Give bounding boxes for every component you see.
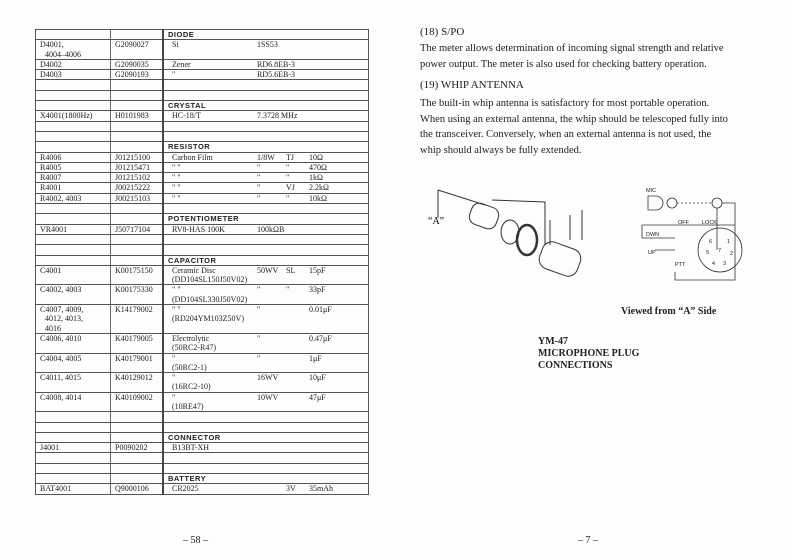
- blank-row: [36, 245, 369, 255]
- blank-cell: [36, 131, 111, 141]
- blank-cell: [163, 131, 369, 141]
- page-number-right: – 7 –: [578, 535, 598, 546]
- blank-cell: [36, 412, 111, 422]
- part-number-cell: K00175330: [111, 285, 164, 305]
- spec-cell: [163, 373, 369, 393]
- spacer: [168, 163, 364, 172]
- spacer: [168, 183, 364, 192]
- section-header-row: [36, 432, 369, 442]
- value: 2.2kΩ: [309, 183, 329, 193]
- section-title: RESISTOR: [163, 142, 369, 152]
- description: HC-18/T: [172, 111, 201, 121]
- ref-cell: [36, 474, 111, 484]
- ref-cell: [36, 142, 111, 152]
- section-header-row: [36, 101, 369, 111]
- ref-line: R4006: [40, 152, 62, 162]
- spec-cell: [163, 111, 369, 121]
- section-title: POTENTIOMETER: [163, 214, 369, 224]
- ref-line: R4001: [40, 183, 62, 193]
- blank-cell: [163, 121, 369, 131]
- ref-cell: [36, 30, 111, 40]
- type: TJ: [286, 152, 294, 162]
- description: " ": [172, 183, 181, 193]
- label-dwn: DWN: [646, 232, 660, 238]
- spec-cell: [163, 392, 369, 412]
- description: CR2025: [172, 484, 199, 494]
- description: RV8-HAS 100K: [172, 224, 225, 234]
- description: Electrolytic: [172, 333, 210, 343]
- blank-cell: [111, 422, 164, 432]
- section-title: CRYSTAL: [163, 101, 369, 111]
- ref-cell: [36, 162, 111, 172]
- description: Ceramic Disc: [172, 265, 216, 275]
- blank-cell: [111, 131, 164, 141]
- blank-cell: [36, 80, 111, 90]
- blank-row: [36, 80, 369, 90]
- blank-cell: [36, 463, 111, 473]
- description: " ": [172, 173, 181, 183]
- value: 15pF: [309, 265, 326, 275]
- spec-cell: [163, 173, 369, 183]
- text-line: whip should always be fully extended.: [420, 144, 582, 156]
- rating: 16WV: [257, 373, 279, 383]
- section-header-row: [36, 30, 369, 40]
- spec-cell: [163, 70, 369, 80]
- label-mic: MIC: [646, 188, 657, 194]
- blank-cell: [163, 245, 369, 255]
- blank-cell: [163, 90, 369, 100]
- rating: RD5.6EB-3: [257, 70, 295, 80]
- pin-1: 1: [727, 239, 731, 245]
- table-row: [36, 173, 369, 183]
- blank-row: [36, 453, 369, 463]
- section-header-row: [36, 142, 369, 152]
- pin-7: 7: [718, 248, 722, 254]
- spec-cell: [163, 265, 369, 285]
- section-title: BATTERY: [163, 474, 369, 484]
- value: 0.01μF: [309, 305, 332, 315]
- ref-cell: [36, 265, 111, 285]
- wiring-schematic: [642, 196, 742, 280]
- blank-cell: [36, 90, 111, 100]
- blank-cell: [36, 121, 111, 131]
- table-row: [36, 265, 369, 285]
- table-row: [36, 373, 369, 393]
- spacer: [168, 354, 364, 363]
- value: 47μF: [309, 392, 326, 402]
- rating: ": [257, 305, 261, 315]
- ref-line: BAT4001: [40, 484, 72, 494]
- model-note: (RD204YM103Z50V): [172, 314, 244, 324]
- blank-row: [36, 204, 369, 214]
- ref-line: 4004–4006: [45, 49, 81, 59]
- blank-row: [36, 131, 369, 141]
- section-18-text: [420, 41, 760, 72]
- value: 10μF: [309, 373, 326, 383]
- part-number-cell: K14179002: [111, 305, 164, 334]
- blank-cell: [36, 234, 111, 244]
- part-number-cell: G2090193: [111, 70, 164, 80]
- ref-cell: [36, 152, 111, 162]
- section-18-title: (18) S/PO: [420, 26, 465, 38]
- table-row: [36, 305, 369, 334]
- rating: ": [257, 162, 261, 172]
- ref-line: C4002, 4003: [40, 285, 82, 295]
- rating: RD6.8EB-3: [257, 59, 295, 69]
- value: 10kΩ: [309, 193, 327, 203]
- value: 0.47μF: [309, 333, 332, 343]
- ref-cell: [36, 443, 111, 453]
- table-row: [36, 224, 369, 234]
- blank-cell: [111, 121, 164, 131]
- blank-cell: [163, 80, 369, 90]
- plug-exploded-view: [438, 190, 584, 279]
- blank-cell: [111, 245, 164, 255]
- table-row: [36, 285, 369, 305]
- ref-line: R4005: [40, 162, 62, 172]
- ref-line: VR4001: [40, 224, 68, 234]
- table-row: [36, 443, 369, 453]
- text-line: the transceiver. Conversely, when an external antenna is not used, the: [420, 129, 712, 140]
- rating: ": [257, 183, 261, 193]
- rating: ": [257, 173, 261, 183]
- ref-line: D4003: [40, 70, 62, 80]
- type: 3V: [286, 484, 296, 494]
- blank-row: [36, 422, 369, 432]
- description: " ": [172, 285, 181, 295]
- spec-cell: [163, 152, 369, 162]
- part-cell: [111, 142, 164, 152]
- rating: 100kΩB: [257, 224, 285, 234]
- blank-cell: [163, 453, 369, 463]
- ref-line: C4007, 4009,: [40, 305, 84, 315]
- blank-row: [36, 121, 369, 131]
- spec-cell: [163, 59, 369, 69]
- parts-list-table: [35, 29, 369, 495]
- section-title: CAPACITOR: [163, 255, 369, 265]
- blank-row: [36, 90, 369, 100]
- value: 1μF: [309, 353, 322, 363]
- section-header-row: [36, 214, 369, 224]
- part-number-cell: J50717104: [111, 224, 164, 234]
- section-header-row: [36, 474, 369, 484]
- blank-cell: [111, 453, 164, 463]
- ref-line: C4006, 4010: [40, 333, 82, 343]
- label-ptt: PTT: [675, 262, 686, 268]
- ref-line: C4008, 4014: [40, 392, 82, 402]
- table-row: [36, 59, 369, 69]
- microphone-plug-diagram: [410, 180, 780, 300]
- part-number-cell: J01215100: [111, 152, 164, 162]
- label-up: UP: [648, 250, 656, 256]
- spec-cell: [163, 183, 369, 193]
- blank-cell: [111, 80, 164, 90]
- table-row: [36, 353, 369, 373]
- part-cell: [111, 432, 164, 442]
- description: ": [172, 353, 176, 363]
- part-number-cell: G2090035: [111, 59, 164, 69]
- part-number-cell: K00175150: [111, 265, 164, 285]
- ref-line: D4001,: [40, 40, 64, 50]
- model-note: (DD104SL330J50V02): [172, 294, 248, 304]
- section-header-row: [36, 255, 369, 265]
- pin-5: 5: [706, 250, 710, 256]
- blank-cell: [163, 204, 369, 214]
- ref-cell: [36, 70, 111, 80]
- part-cell: [111, 214, 164, 224]
- type: ": [286, 193, 290, 203]
- ref-line: 4016: [45, 323, 61, 333]
- section-19-text: [420, 96, 760, 158]
- ref-cell: [36, 333, 111, 353]
- section-title: CONNECTOR: [163, 432, 369, 442]
- table-row: [36, 392, 369, 412]
- ref-line: D4002: [40, 59, 62, 69]
- spec-cell: [163, 333, 369, 353]
- part-number-cell: K40109002: [111, 392, 164, 412]
- model-note: (10RE47): [172, 401, 204, 411]
- blank-cell: [163, 234, 369, 244]
- part-cell: [111, 101, 164, 111]
- blank-cell: [163, 412, 369, 422]
- text-line: The built-in whip antenna is satisfactory for most portable operation.: [420, 98, 710, 109]
- ref-cell: [36, 373, 111, 393]
- table-row: [36, 70, 369, 80]
- part-number-cell: K40179001: [111, 353, 164, 373]
- description: ": [172, 70, 176, 80]
- type: ": [286, 173, 290, 183]
- spec-cell: [163, 40, 369, 60]
- blank-cell: [111, 234, 164, 244]
- figure-caption: [538, 336, 639, 372]
- rating: ": [257, 193, 261, 203]
- part-cell: [111, 30, 164, 40]
- blank-cell: [36, 422, 111, 432]
- table-row: [36, 40, 369, 60]
- value: 470Ω: [309, 162, 327, 172]
- spec-cell: [163, 353, 369, 373]
- value: 33pF: [309, 285, 326, 295]
- ref-cell: [36, 255, 111, 265]
- section-title: DIODE: [163, 30, 369, 40]
- spacer: [168, 194, 364, 203]
- spec-cell: [163, 305, 369, 334]
- text-line: When using an external antenna, the whip should be telescoped fully into: [420, 113, 728, 125]
- spec-cell: [163, 443, 369, 453]
- table-row: [36, 484, 369, 494]
- blank-cell: [111, 204, 164, 214]
- table-row: [36, 111, 369, 121]
- ref-line: C4011, 4015: [40, 373, 82, 383]
- blank-row: [36, 463, 369, 473]
- description: " ": [172, 305, 181, 315]
- caption-line: MICROPHONE PLUG: [538, 348, 640, 359]
- ref-cell: [36, 392, 111, 412]
- ref-cell: [36, 59, 111, 69]
- spec-cell: [163, 285, 369, 305]
- caption-line: CONNECTIONS: [538, 360, 613, 371]
- type: ": [286, 162, 290, 172]
- page-number-left: – 58 –: [183, 535, 208, 546]
- blank-cell: [111, 412, 164, 422]
- part-cell: [111, 474, 164, 484]
- part-number-cell: J01215102: [111, 173, 164, 183]
- description: Carbon Film: [172, 152, 213, 162]
- part-number-cell: J01215471: [111, 162, 164, 172]
- part-number-cell: K40129012: [111, 373, 164, 393]
- table-row: [36, 152, 369, 162]
- rating: 1SS53: [257, 40, 278, 50]
- part-number-cell: K40179005: [111, 333, 164, 353]
- pin-2: 2: [730, 251, 734, 257]
- spec-cell: [163, 224, 369, 234]
- blank-cell: [163, 463, 369, 473]
- label-lock: LOCK: [702, 220, 717, 226]
- part-number-cell: H0101983: [111, 111, 164, 121]
- text-line: The meter allows determination of incoming signal strength and relative: [420, 43, 724, 54]
- blank-cell: [36, 204, 111, 214]
- model-note: (16RC2-10): [172, 382, 211, 392]
- description: ": [172, 373, 176, 383]
- label-a: “A”: [428, 216, 445, 227]
- description: " ": [172, 193, 181, 203]
- value: 1kΩ: [309, 173, 323, 183]
- ref-line: X4001(1800Hz): [40, 111, 93, 121]
- description: ": [172, 392, 176, 402]
- ref-cell: [36, 285, 111, 305]
- ref-cell: [36, 484, 111, 494]
- part-number-cell: J00215222: [111, 183, 164, 193]
- caption-line: YM-47: [538, 336, 568, 347]
- blank-cell: [111, 90, 164, 100]
- value: 10Ω: [309, 152, 323, 162]
- description: B13BT-XH: [172, 443, 210, 453]
- blank-row: [36, 234, 369, 244]
- part-number-cell: G2090027: [111, 40, 164, 60]
- label-off: OFF: [678, 220, 689, 226]
- table-row: [36, 183, 369, 193]
- table-row: [36, 193, 369, 203]
- part-number-cell: J00215103: [111, 193, 164, 203]
- ref-cell: [36, 173, 111, 183]
- ref-line: R4002, 4003: [40, 193, 82, 203]
- rating: ": [257, 333, 261, 343]
- part-cell: [111, 255, 164, 265]
- spec-cell: [163, 484, 369, 494]
- rating: 10WV: [257, 392, 279, 402]
- ref-cell: [36, 432, 111, 442]
- description: Zener: [172, 59, 191, 69]
- spacer: [168, 305, 364, 314]
- description: Si: [172, 40, 179, 50]
- section-19-title: (19) WHIP ANTENNA: [420, 79, 524, 91]
- text-line: power output. The meter is also used for checking battery operation.: [420, 58, 707, 70]
- blank-cell: [111, 463, 164, 473]
- ref-cell: [36, 183, 111, 193]
- rating: ": [257, 285, 261, 295]
- spec-cell: [163, 162, 369, 172]
- ref-cell: [36, 101, 111, 111]
- ref-line: C4001: [40, 265, 62, 275]
- blank-row: [36, 412, 369, 422]
- ref-line: R4007: [40, 173, 62, 183]
- ref-line: J4001: [40, 443, 60, 453]
- ref-line: 4012, 4013,: [45, 314, 83, 324]
- ref-cell: [36, 193, 111, 203]
- spacer: [168, 285, 364, 294]
- blank-cell: [36, 453, 111, 463]
- description: " ": [172, 162, 181, 172]
- pin-3: 3: [723, 261, 727, 267]
- ref-cell: [36, 111, 111, 121]
- spec-cell: [163, 193, 369, 203]
- model-note: (50RC2-R47): [172, 343, 216, 353]
- part-number-cell: P0090202: [111, 443, 164, 453]
- value: 35mAh: [309, 484, 333, 494]
- rating: 1/8W: [257, 152, 275, 162]
- rating: ": [257, 353, 261, 363]
- part-number-cell: Q9000106: [111, 484, 164, 494]
- model-note: (50RC2-1): [172, 362, 207, 372]
- table-row: [36, 333, 369, 353]
- blank-cell: [36, 245, 111, 255]
- pin-6: 6: [709, 239, 713, 245]
- rating: 7.3728 MHz: [257, 111, 298, 121]
- type: VJ: [286, 183, 295, 193]
- model-note: (DD104SL150J50V02): [172, 275, 248, 285]
- type: ": [286, 285, 290, 295]
- ref-cell: [36, 353, 111, 373]
- table-row: [36, 162, 369, 172]
- ref-cell: [36, 224, 111, 234]
- viewed-caption: Viewed from “A” Side: [621, 306, 717, 317]
- ref-cell: [36, 305, 111, 334]
- ref-line: C4004, 4005: [40, 353, 82, 363]
- pin-4: 4: [712, 261, 716, 267]
- spacer: [168, 173, 364, 182]
- type: SL: [286, 265, 296, 275]
- ref-cell: [36, 214, 111, 224]
- rating: 50WV: [257, 265, 279, 275]
- ref-cell: [36, 40, 111, 60]
- blank-cell: [163, 422, 369, 432]
